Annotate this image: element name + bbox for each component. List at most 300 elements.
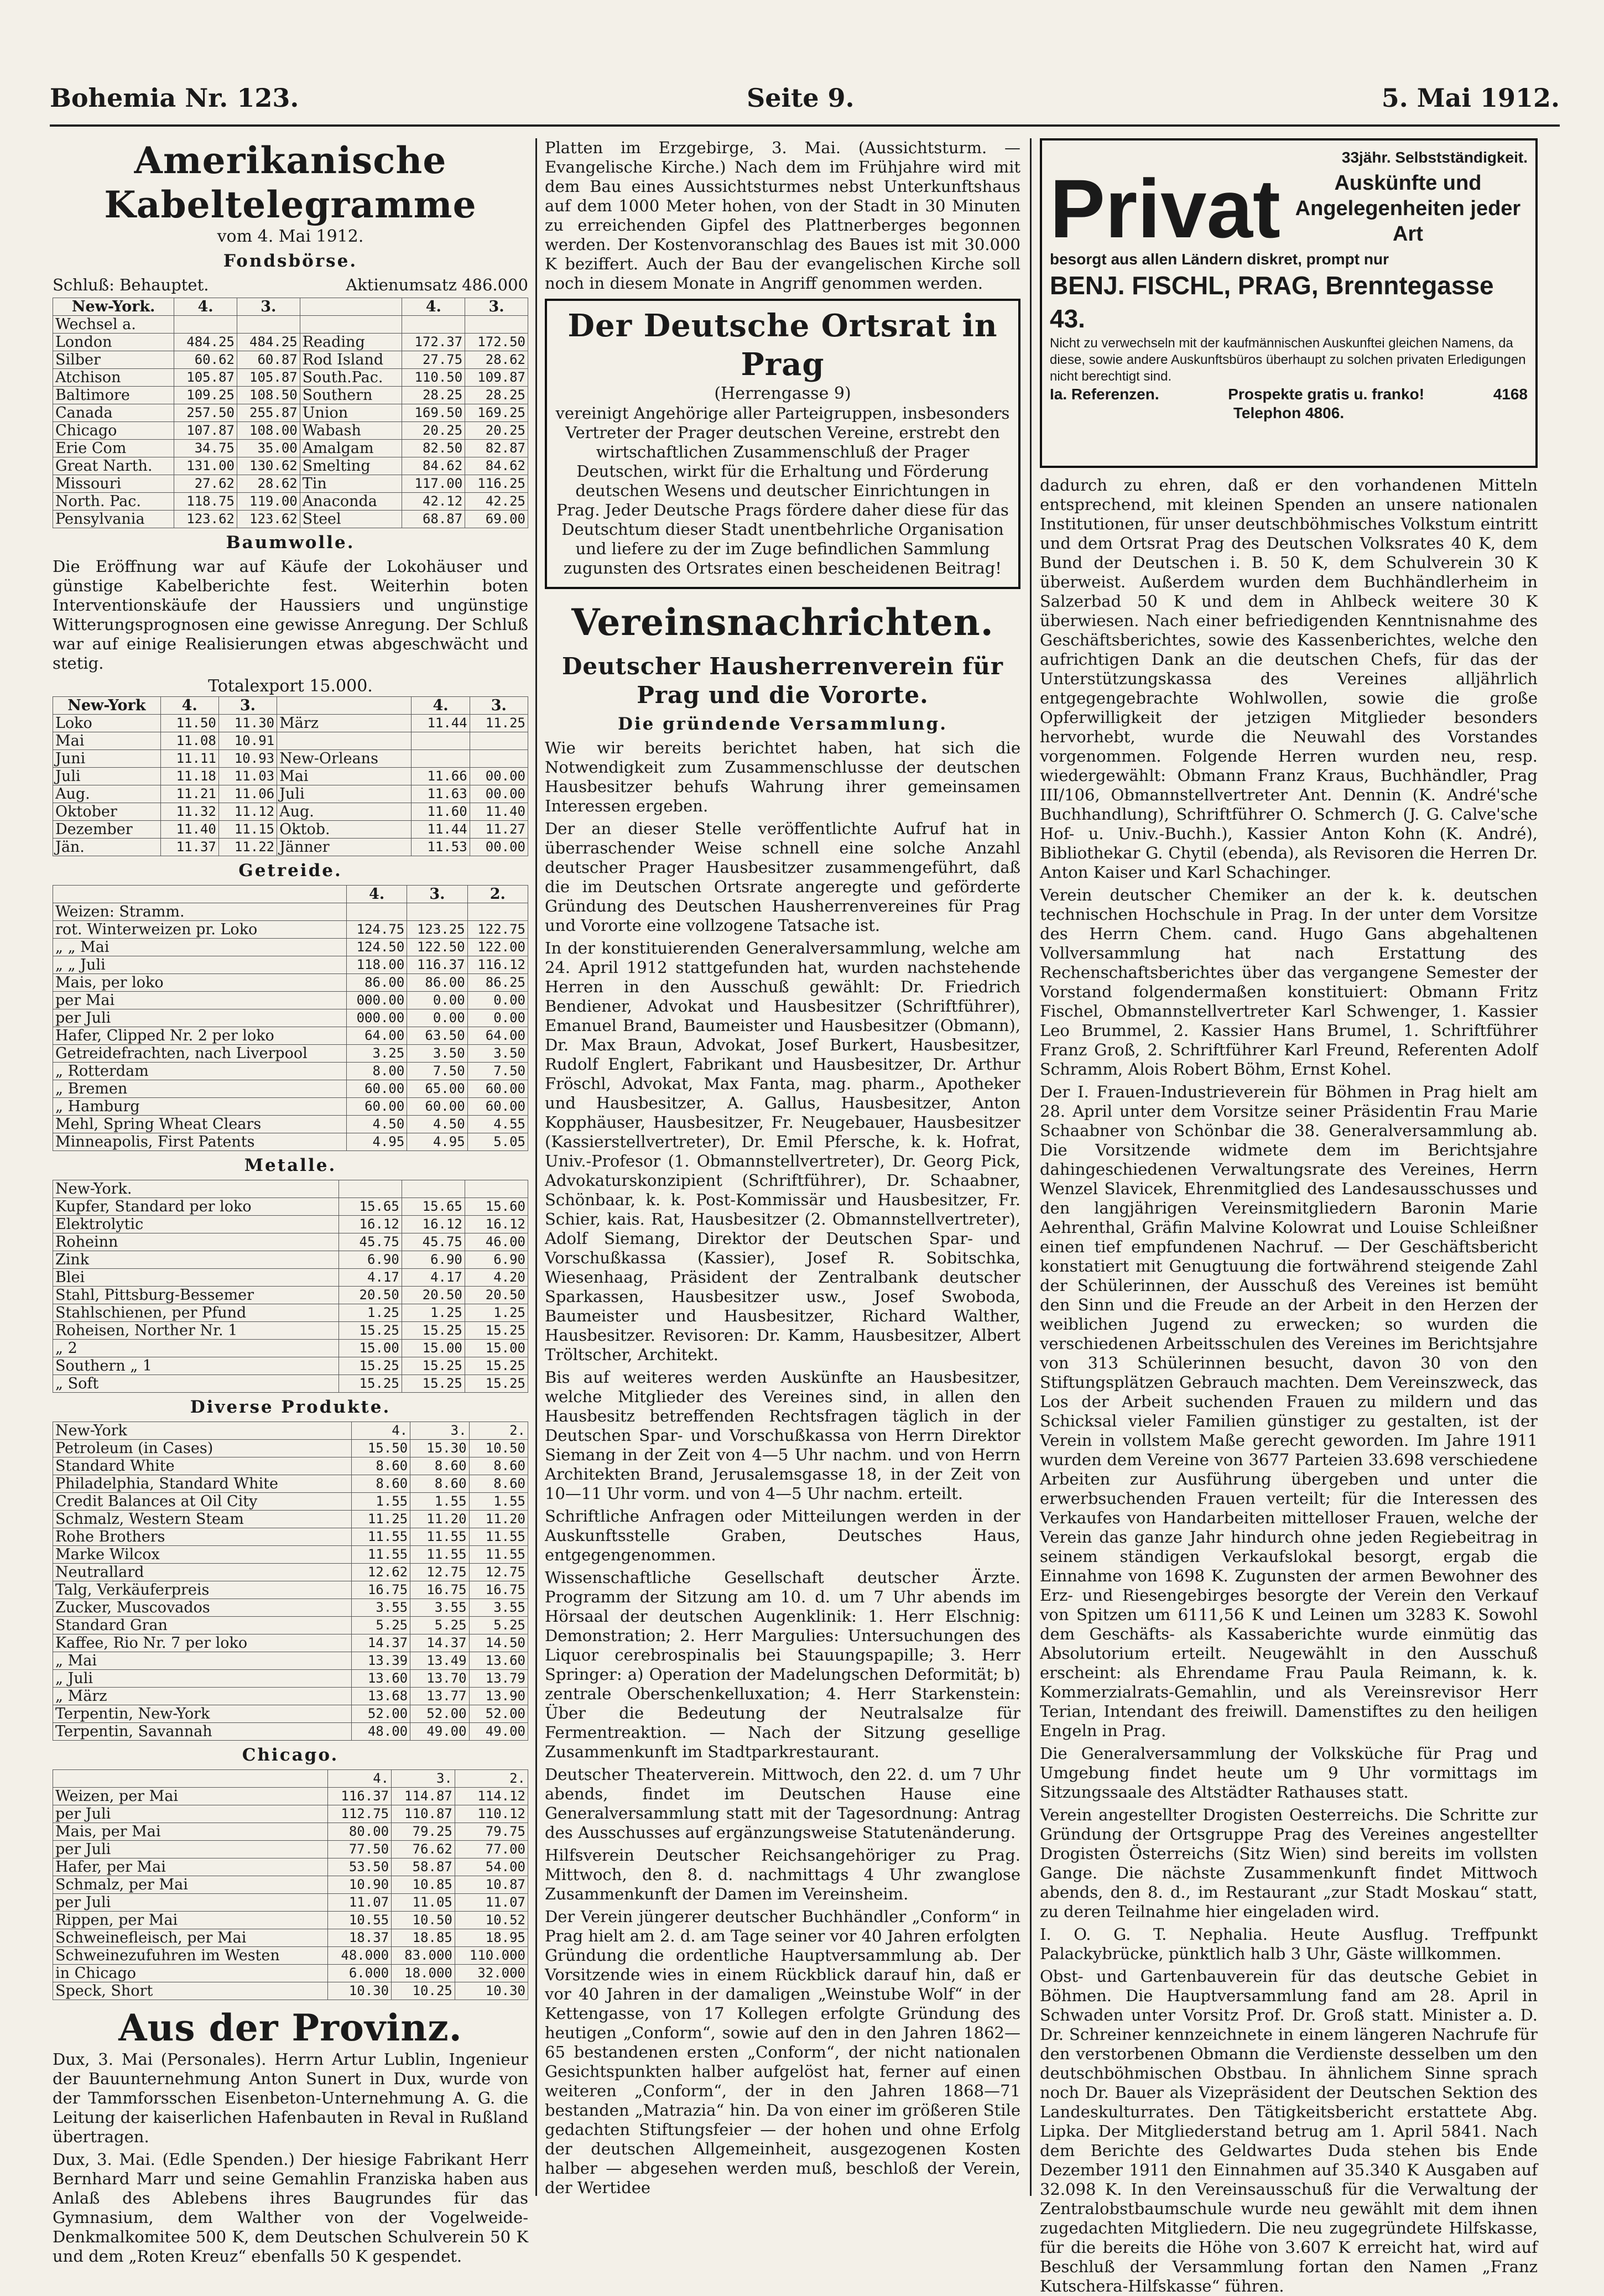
table-row	[53, 1876, 528, 1894]
table-cell: „ Mai	[53, 1652, 352, 1670]
table-cell: Southern	[300, 387, 402, 404]
grain-table	[53, 885, 528, 1151]
table-cell: 00.00	[470, 839, 528, 856]
table-row	[53, 903, 528, 921]
ad-code: 4168	[1493, 386, 1528, 403]
table-cell	[407, 903, 467, 921]
table-cell: 15.00	[338, 1340, 402, 1357]
table-cell: 6.000	[328, 1965, 392, 1982]
table-cell: 3.25	[346, 1045, 407, 1063]
table-row	[53, 1982, 528, 2000]
table-cell: 3.55	[410, 1599, 469, 1617]
table-cell: Pensylvania	[53, 511, 174, 528]
table-cell: 45.75	[338, 1233, 402, 1251]
fonds-status	[53, 275, 528, 294]
table-cell: 11.40	[160, 821, 218, 839]
table-cell: Standard Gran	[53, 1617, 352, 1634]
table-cell: 35.00	[237, 440, 300, 457]
table-cell: 12.75	[410, 1564, 469, 1581]
table-cell: 122.50	[407, 939, 467, 956]
table-cell: Tin	[300, 475, 402, 493]
column-rule-2	[1030, 138, 1032, 2196]
table-cell: Canada	[53, 404, 174, 422]
table-cell: 8.60	[351, 1475, 410, 1493]
table-cell: 63.50	[407, 1027, 467, 1045]
buch-text: Der Verein jüngerer deutscher Buchhändler „Conform“ in Prag hielt am 2. d. am Tage seiner vor 40 Jahren erfolgten Gründung die ordentliche Hauptversammlung ab. Der Vorsitzende wies in einem Rückblick darauf hin, daß er vor 40 Jahren in der damaligen „Weinstube Wolf“ in der Kettengasse, von 17 Kollegen erfolgte Gründung des heutigen „Conform“, sowie auf den in den Jahren 1862—65 bestandenen ersten „Conform“, der nicht nationalen Gesichtspunkten halber aufgelöst hat, ferner auf einen weiteren „Conform“, der in den Jahren 1868—71 bestanden „Matrazia“ hin. Da von einer im größeren Stile gedachten Stiftungsfeier — der hohen und ohne Erfolg der deutschen Allgemeinheit, ausgezogenen Kosten halber — abgesehen werden muß, beschloß der Verein, der Wertidee	[545, 1907, 1020, 2197]
provinz-text-1: Dux, 3. Mai (Personales). Herrn Artur Lublin, Ingenieur der Bauunternehmung Anton Sunert in Dux, wurde von der Tammforsschen Eisenbeton-Unternehmung A. G. die Leitung der kaiserlichen Hafenbauten in Reval in Rußland übertragen.	[53, 2050, 528, 2146]
table-cell: 28.25	[402, 387, 465, 404]
table-row	[53, 1251, 528, 1269]
table-header-cell	[300, 298, 402, 316]
table-cell: Silber	[53, 351, 174, 369]
table-cell: South.Pac.	[300, 369, 402, 387]
table-cell: 11.30	[218, 715, 277, 732]
table-cell: 32.000	[455, 1965, 528, 1982]
table-cell: 00.00	[470, 785, 528, 803]
haus-sub: Die gründende Versammlung.	[617, 714, 948, 734]
table-cell: 16.12	[465, 1216, 528, 1233]
table-cell: 3.	[410, 1422, 469, 1440]
table-cell: 130.62	[237, 457, 300, 475]
table-cell: Terpentin, Savannah	[53, 1723, 352, 1741]
col3-p7: Obst- und Gartenbauverein für das deutsche Gebiet in Böhmen. Die Hauptversammlung fand am 28. April in Schwaden unter Vorsitz Prof. Dr. Groß statt. Minister a. D. Dr. Schreiner kennzeichnete in einem längeren Nachrufe für den verstorbenen Obmann die Verdienste desselben um den deutschböhmischen Obstbau. In ähnlichem Sinne sprach noch Dr. Bauer als Vizepräsident der Deutschen Sektion des Landeskulturrates. Den Tätigkeitsbericht erstattete Abg. Lipka. Der Mitgliederstand betrug am 1. April 5841. Nach dem Berichte des Geldwartes Duda stehen bis Ende Dezember 1911 den Einnahmen auf 35.340 K Ausgaben auf 32.098 K. In den Vereinsausschuß für die Verwaltung der Zentralobstbaumschule wurde neu gewählt mit dem ihnen zugedachten Mitgliedern. Die neu zugegründete Hilfskasse, für die bereits die Höhe von 3.607 K erreicht hat, wird auf Beschluß der Versammlung fortan den Namen „Franz Kutschera-Hilfskasse“ führen.	[1040, 1967, 1538, 2295]
table-cell: 15.50	[351, 1440, 410, 1457]
table-row	[53, 1357, 528, 1375]
table-row	[53, 1564, 528, 1581]
table-cell: 60.62	[174, 351, 237, 369]
ad-besorgt: besorgt aus allen Ländern diskret, prompt nur	[1050, 251, 1389, 268]
table-cell: 15.25	[402, 1375, 465, 1393]
table-row	[53, 1511, 528, 1528]
table-cell: 48.000	[328, 1947, 392, 1965]
table-cell: 2.	[469, 1422, 528, 1440]
table-cell: 77.00	[455, 1841, 528, 1858]
table-cell: 10.30	[455, 1982, 528, 2000]
table-row	[53, 1322, 528, 1340]
table-cell: 52.00	[469, 1705, 528, 1723]
table-cell: 4.17	[402, 1269, 465, 1287]
table-cell: Amalgam	[300, 440, 402, 457]
table-cell: 8.60	[469, 1457, 528, 1475]
table-row	[53, 493, 528, 511]
table-cell: 13.90	[469, 1688, 528, 1705]
table-cell: 11.25	[470, 715, 528, 732]
table-row	[53, 1440, 528, 1457]
table-cell: Steel	[300, 511, 402, 528]
table-cell: 16.75	[469, 1581, 528, 1599]
table-cell: 8.60	[351, 1457, 410, 1475]
table-cell: 83.000	[392, 1947, 455, 1965]
diverse-heading: Diverse Produkte.	[190, 1397, 391, 1417]
col3-p5: Verein angestellter Drogisten Oesterreichs. Die Schritte zur Gründung der Ortsgruppe Prag des Vereines angestellter Drogisten Österreichs (Sitz Wien) sind bereits im vollsten Gange. Die nächste Zusammenkunft findet Mittwoch abends, den 8. d., im Restaurant „zur Stadt Moskau“ statt, zu deren Teilnahme hier eingeladen wird.	[1040, 1805, 1538, 1921]
table-cell: 11.55	[351, 1546, 410, 1564]
table-cell: Union	[300, 404, 402, 422]
table-cell: Wechsel a.	[53, 316, 174, 334]
table-row	[53, 1634, 528, 1652]
table-cell: 15.25	[465, 1322, 528, 1340]
table-cell: „ Bremen	[53, 1080, 347, 1098]
table-cell: 11.53	[412, 839, 470, 856]
table-cell: Oktob.	[277, 821, 412, 839]
table-cell: 60.87	[237, 351, 300, 369]
table-cell: Mehl, Spring Wheat Clears	[53, 1116, 347, 1133]
table-cell: Neutrallard	[53, 1564, 352, 1581]
table-row	[53, 1304, 528, 1322]
cable-title: Amerikanische Kabeltelegramme	[104, 139, 477, 226]
table-cell: 7.50	[467, 1063, 528, 1080]
table-cell: 11.25	[351, 1511, 410, 1528]
table-cell: 110.12	[455, 1805, 528, 1823]
table-cell: 110.000	[455, 1947, 528, 1965]
table-cell: 14.37	[410, 1634, 469, 1652]
table-cell: 000.00	[346, 1009, 407, 1027]
table-cell: 8.60	[469, 1475, 528, 1493]
table-cell: 18.85	[392, 1929, 455, 1947]
table-cell: 105.87	[237, 369, 300, 387]
table-cell: 69.00	[465, 511, 528, 528]
stocks-table	[53, 298, 528, 528]
table-cell: 257.50	[174, 404, 237, 422]
table-row	[53, 1546, 528, 1564]
table-cell: 11.21	[160, 785, 218, 803]
table-cell: Juli	[277, 785, 412, 803]
table-row	[53, 1422, 528, 1440]
table-cell: 11.50	[160, 715, 218, 732]
table-cell: 131.00	[174, 457, 237, 475]
table-header-cell: 3.	[465, 298, 528, 316]
table-row	[53, 921, 528, 939]
table-cell: 80.00	[328, 1823, 392, 1841]
table-cell: 79.75	[455, 1823, 528, 1841]
table-header-cell: 3.	[237, 298, 300, 316]
table-row	[53, 1027, 528, 1045]
table-cell: 60.00	[407, 1098, 467, 1116]
table-cell: 172.37	[402, 334, 465, 351]
table-cell: 169.50	[402, 404, 465, 422]
column-1	[53, 138, 528, 2266]
table-cell: 11.55	[469, 1546, 528, 1564]
table-row	[53, 1528, 528, 1546]
table-cell: 118.00	[346, 956, 407, 974]
table-row	[53, 803, 528, 821]
table-cell: 42.25	[465, 493, 528, 511]
table-cell: 107.87	[174, 422, 237, 440]
table-cell: Missouri	[53, 475, 174, 493]
table-cell: 13.70	[410, 1670, 469, 1688]
table-header-cell: 3.	[470, 697, 528, 715]
table-row	[53, 1805, 528, 1823]
table-cell: 11.11	[160, 750, 218, 768]
table-cell: Weizen: Stramm.	[53, 903, 347, 921]
table-cell: 11.18	[160, 768, 218, 785]
table-cell: 124.75	[346, 921, 407, 939]
column-3	[1040, 138, 1538, 2295]
table-cell: Kupfer, Standard per loko	[53, 1198, 339, 1216]
table-cell: 49.00	[410, 1723, 469, 1741]
table-cell: 1.55	[410, 1493, 469, 1511]
table-row	[53, 956, 528, 974]
table-row	[53, 1116, 528, 1133]
cable-date: vom 4. Mai 1912.	[217, 227, 364, 246]
table-row	[53, 1269, 528, 1287]
table-cell: 8.60	[410, 1475, 469, 1493]
table-cell: 0.00	[467, 992, 528, 1009]
table-row	[53, 1287, 528, 1304]
table-cell: 48.00	[351, 1723, 410, 1741]
table-cell	[338, 1180, 402, 1198]
table-cell: Schmalz, Western Steam	[53, 1511, 352, 1528]
table-row	[53, 750, 528, 768]
table-cell: 15.00	[402, 1340, 465, 1357]
table-cell: 123.62	[174, 511, 237, 528]
table-cell: 11.20	[410, 1511, 469, 1528]
table-cell: 15.00	[465, 1340, 528, 1357]
ortsrat-box	[545, 299, 1020, 589]
table-cell: 28.62	[237, 475, 300, 493]
platten-text: Platten im Erzgebirge, 3. Mai. (Aussichtsturm. — Evangelische Kirche.) Nach dem im Frühjahre wird mit dem Bau eines Aussichtsturmes nebst Unterkunftshaus auf dem 1000 Meter hohen, von der Stadt in 30 Minuten zu erreichenden Gipfel des Plattnerberges begonnen werden. Der Kostenvoranschlag des Baues ist mit 30.000 K beziffert. Auch der Bau der evangelischen Kirche soll noch in diesem Monate in Angriff genommen werden.	[545, 138, 1020, 293]
table-cell: London	[53, 334, 174, 351]
table-cell: 10.90	[328, 1876, 392, 1894]
table-cell: 10.52	[455, 1912, 528, 1929]
table-cell: 114.87	[392, 1788, 455, 1805]
table-cell: 15.25	[338, 1357, 402, 1375]
table-header-cell	[277, 697, 412, 715]
table-cell: 18.000	[392, 1965, 455, 1982]
table-cell: 54.00	[455, 1858, 528, 1876]
table-cell: 1.55	[351, 1493, 410, 1511]
table-cell: 5.25	[410, 1617, 469, 1634]
table-cell: 13.60	[469, 1652, 528, 1670]
table-header-cell: 3.	[218, 697, 277, 715]
table-cell: Reading	[300, 334, 402, 351]
table-cell: 4.17	[338, 1269, 402, 1287]
table-cell: Credit Balances at Oil City	[53, 1493, 352, 1511]
table-cell: Juni	[53, 750, 161, 768]
table-cell: „ Rotterdam	[53, 1063, 347, 1080]
table-cell: 84.62	[465, 457, 528, 475]
table-cell: 15.65	[338, 1198, 402, 1216]
ad-nicht: Nicht zu verwechseln mit der kaufmännischen Auskunftei gleichen Namens, da diese, sowie andere Auskunftsbüros überhaupt zu solchen privaten Erledigungen nicht berechtigt sind.	[1050, 336, 1526, 384]
table-cell: 45.75	[402, 1233, 465, 1251]
table-cell: 11.60	[412, 803, 470, 821]
table-cell: 10.91	[218, 732, 277, 750]
table-cell: 11.55	[410, 1546, 469, 1564]
table-cell: 86.00	[407, 974, 467, 992]
table-cell: 13.79	[469, 1670, 528, 1688]
table-cell: New-York	[53, 1422, 352, 1440]
table-cell: 4.20	[465, 1269, 528, 1287]
table-cell: Hafer, per Mai	[53, 1858, 328, 1876]
col3-p4: Die Generalversammlung der Volksküche für Prag und Umgebung findet heute um 9 Uhr vormittags im Sitzungssaale des Altstädter Rathauses statt.	[1040, 1744, 1538, 1802]
table-cell: 0.00	[467, 1009, 528, 1027]
table-cell: 20.50	[402, 1287, 465, 1304]
table-cell	[300, 316, 402, 334]
table-cell: 18.95	[455, 1929, 528, 1947]
header-page: Seite 9.	[747, 83, 855, 113]
table-cell: Wabash	[300, 422, 402, 440]
column-2	[545, 138, 1020, 2196]
table-cell	[346, 903, 407, 921]
table-cell: Zucker, Muscovados	[53, 1599, 352, 1617]
table-cell: 5.05	[467, 1133, 528, 1151]
table-cell: 11.08	[160, 732, 218, 750]
table-cell: 60.00	[346, 1080, 407, 1098]
table-cell: 255.87	[237, 404, 300, 422]
table-cell: 15.25	[465, 1357, 528, 1375]
table-cell: 116.25	[465, 475, 528, 493]
table-cell: 15.25	[338, 1375, 402, 1393]
wiss-text: Wissenschaftliche Gesellschaft deutscher Ärzte. Programm der Sitzung am 10. d. um 7 Uhr abends im Hörsaal der deutschen Augenklinik: 1. Herr Elschnig: Demonstration; 2. Herr Margulies: Untersuchungen des Liquor cerebrospinalis bei Stauungspapille; 3. Herr Springer: a) Operation der Madelungschen Deformität; b) zentrale Oberschenkelluxation; 4. Herr Starkenstein: Über die Bedeutung der Neutralsalze für Fermentreaktion. — Nach der Sitzung gesellige Zusammenkunft im Stadtparkrestaurant.	[545, 1568, 1020, 1761]
table-cell: 172.50	[465, 334, 528, 351]
table-cell: Petroleum (in Cases)	[53, 1440, 352, 1457]
table-row	[53, 1823, 528, 1841]
table-cell: 484.25	[237, 334, 300, 351]
col3-p3: Der I. Frauen-Industrieverein für Böhmen in Prag hielt am 28. April unter dem Vorsitze seiner Präsidentin Frau Marie Schaabner von Schönbar die 38. Generalversammlung ab. Die Vorsitzende widmete dem im Berichtsjahre dahingeschiedenen Verwaltungsrate des Vereines, Herrn Wenzel Slavicek, Ehrenmitglied des Landesausschusses und den langjährigen Vereinsmitgliedern Baronin Marie Aehrenthal, Gräfin Malvine Kolowrat und Louise Schleißner einen tief empfundenen Nachruf. — Der Geschäftsbericht konstatiert mit Genugtuung die fortwährend steigende Zahl der Schülerinnen, der Ausschuß des Vereines ist bemüht den Sinn und die Freude an der Arbeit in den Herzen der weiblichen Jugend zu erwecken; so wurden die verschiedenen Arbeitsschulen des Vereines im Berichtsjahre von 313 Schülerinnen besucht, davon 30 von den Stiftungsplätzen Gebrauch machten. Dem Vereinszweck, das Los der Arbeit suchenden Frauen zu mildern und das Schicksal vieler Familien günstiger zu gestalten, ist der Verein in vollstem Maße gerecht geworden. Im Jahre 1911 wurden dem Vereine von 3677 Parteien 33.698 verschiedene Arbeiten zur Ausführung übergeben und unter die erwerbsuchenden Frauen verteilt; für die Interessen des Verkaufes von Handarbeiten mittelloser Frauen, welche der Verein das ganze Jahr hindurch ohne jeden Regiebeitrag in seinem ständigen Verkaufslokal besorgt, ergab die Einnahme von 1698 K. Zugunsten der armen Bewohner des Erz- und Riesengebirges besorgte der Verein den Verkauf von Spitzen um 6111,56 K und Leinen um 3283 K. Sowohl dem Geschäfts- als Kassaberichte wurde einmütig das Absolutorium erteilt. Neugewählt in den Ausschuß erscheint: als Ehrendame Frau Paula Reimann, k. k. Kommerzialrats-Gemahlin, und als Vereinsrevisor Herr Terian, Intendant des freiwill. Damenstiftes zu den heiligen Engeln in Prag.	[1040, 1082, 1538, 1740]
table-cell: Aug.	[277, 803, 412, 821]
table-cell: 110.87	[392, 1805, 455, 1823]
table-cell: 20.25	[465, 422, 528, 440]
baumwolle-text: Die Eröffnung war auf Käufe der Lokohäuser und günstige Kabelberichte fest. Weiterhin boten Interventionskäufe der Haussiers und ungünstige Witterungsprognosen eine gewisse Anregung. Der Schluß war auf einige Realisierungen etwas abgeschwächt und stetig.	[53, 557, 528, 673]
table-cell: 7.50	[407, 1063, 467, 1080]
table-header-cell	[53, 886, 347, 903]
table-row	[53, 1947, 528, 1965]
table-row	[53, 1894, 528, 1912]
table-cell: 169.25	[465, 404, 528, 422]
header-date: 5. Mai 1912.	[1381, 83, 1560, 113]
table-cell: 10.30	[328, 1982, 392, 2000]
table-header-cell: 2.	[467, 886, 528, 903]
table-cell: 10.50	[469, 1440, 528, 1457]
table-row	[53, 334, 528, 351]
table-row	[53, 1045, 528, 1063]
table-cell: 27.75	[402, 351, 465, 369]
table-cell: 105.87	[174, 369, 237, 387]
table-cell: 20.50	[465, 1287, 528, 1304]
table-cell: Mais, per Mai	[53, 1823, 328, 1841]
table-cell: 52.00	[351, 1705, 410, 1723]
table-cell: 116.12	[467, 956, 528, 974]
table-row	[53, 992, 528, 1009]
table-header-cell: 4.	[412, 697, 470, 715]
table-cell: 11.05	[392, 1894, 455, 1912]
table-row	[53, 457, 528, 475]
table-cell: 10.55	[328, 1912, 392, 1929]
table-cell: 4.50	[407, 1116, 467, 1133]
chicago-table	[53, 1769, 528, 2000]
table-row	[53, 440, 528, 457]
totalexport: Totalexport 15.000.	[208, 676, 373, 696]
table-row	[53, 1788, 528, 1805]
table-row	[53, 1198, 528, 1216]
table-row	[53, 974, 528, 992]
table-cell: 11.44	[412, 715, 470, 732]
table-cell: 123.62	[237, 511, 300, 528]
table-cell: Philadelphia, Standard White	[53, 1475, 352, 1493]
table-cell: 4.	[328, 1770, 392, 1788]
table-cell: 60.00	[346, 1098, 407, 1116]
table-cell: „ März	[53, 1688, 352, 1705]
table-cell: 1.25	[402, 1304, 465, 1322]
fonds-heading: Fondsbörse.	[223, 251, 358, 271]
table-cell: Roheisen, Norther Nr. 1	[53, 1322, 339, 1340]
table-cell: Marke Wilcox	[53, 1546, 352, 1564]
table-header-cell: 3.	[407, 886, 467, 903]
table-row	[53, 1457, 528, 1475]
table-cell: Smelting	[300, 457, 402, 475]
table-cell: Erie Com	[53, 440, 174, 457]
page-header	[50, 83, 1560, 122]
ad-ref: Ia. Referenzen.	[1050, 386, 1159, 403]
table-row	[53, 1233, 528, 1251]
table-cell: 13.49	[410, 1652, 469, 1670]
table-cell: 0.00	[407, 992, 467, 1009]
ortsrat-sub: (Herrengasse 9)	[714, 384, 851, 403]
table-cell: Kaffee, Rio Nr. 7 per loko	[53, 1634, 352, 1652]
table-cell: Jän.	[53, 839, 161, 856]
header-rule	[50, 124, 1560, 127]
table-cell: Dezember	[53, 821, 161, 839]
schluss-text: Schluß: Behauptet.	[53, 275, 209, 294]
table-cell: 11.55	[351, 1528, 410, 1546]
table-cell: New-Orleans	[277, 750, 412, 768]
table-cell: Southern „ 1	[53, 1357, 339, 1375]
table-cell: 4.55	[467, 1116, 528, 1133]
baumwolle-heading: Baumwolle.	[226, 533, 355, 553]
table-cell: 109.87	[465, 369, 528, 387]
table-cell: 64.00	[467, 1027, 528, 1045]
table-cell: 11.07	[455, 1894, 528, 1912]
table-cell: 10.93	[218, 750, 277, 768]
table-cell: Minneapolis, First Patents	[53, 1133, 347, 1151]
table-cell: Rod Island	[300, 351, 402, 369]
table-cell: Stahl, Pittsburg-Bessemer	[53, 1287, 339, 1304]
table-header-cell: 4.	[174, 298, 237, 316]
table-cell: 8.60	[410, 1457, 469, 1475]
table-cell: 13.77	[410, 1688, 469, 1705]
table-cell	[53, 1770, 328, 1788]
table-cell: 15.25	[402, 1357, 465, 1375]
table-cell: 6.90	[465, 1251, 528, 1269]
table-cell	[465, 1180, 528, 1198]
table-cell: 42.12	[402, 493, 465, 511]
table-cell: 14.50	[469, 1634, 528, 1652]
table-cell: 109.25	[174, 387, 237, 404]
table-cell: 15.25	[402, 1322, 465, 1340]
table-cell: Schmalz, per Mai	[53, 1876, 328, 1894]
table-cell: 5.25	[351, 1617, 410, 1634]
table-cell: per Juli	[53, 1894, 328, 1912]
table-cell: 1.55	[469, 1493, 528, 1511]
theater-text: Deutscher Theaterverein. Mittwoch, den 22. d. um 7 Uhr abends, findet im Deutschen Hause eine Generalversammlung statt mit der Tagesordnung: Antrag des Ausschusses auf ergänzungsweise Statutenänderung.	[545, 1765, 1020, 1842]
table-row	[53, 939, 528, 956]
umsatz-text: Aktienumsatz 486.000	[346, 275, 528, 294]
table-cell: 124.50	[346, 939, 407, 956]
table-cell: 79.25	[392, 1823, 455, 1841]
table-cell: 12.62	[351, 1564, 410, 1581]
table-cell: Getreidefrachten, nach Liverpool	[53, 1045, 347, 1063]
table-row	[53, 785, 528, 803]
table-row	[53, 1475, 528, 1493]
table-cell: 16.12	[402, 1216, 465, 1233]
table-cell: Schweinefleisch, per Mai	[53, 1929, 328, 1947]
table-cell: 15.25	[338, 1322, 402, 1340]
table-cell: 11.12	[218, 803, 277, 821]
table-cell: 13.60	[351, 1670, 410, 1688]
table-cell: 10.87	[455, 1876, 528, 1894]
table-cell: „ 2	[53, 1340, 339, 1357]
table-cell: Terpentin, New-York	[53, 1705, 352, 1723]
table-cell: 64.00	[346, 1027, 407, 1045]
